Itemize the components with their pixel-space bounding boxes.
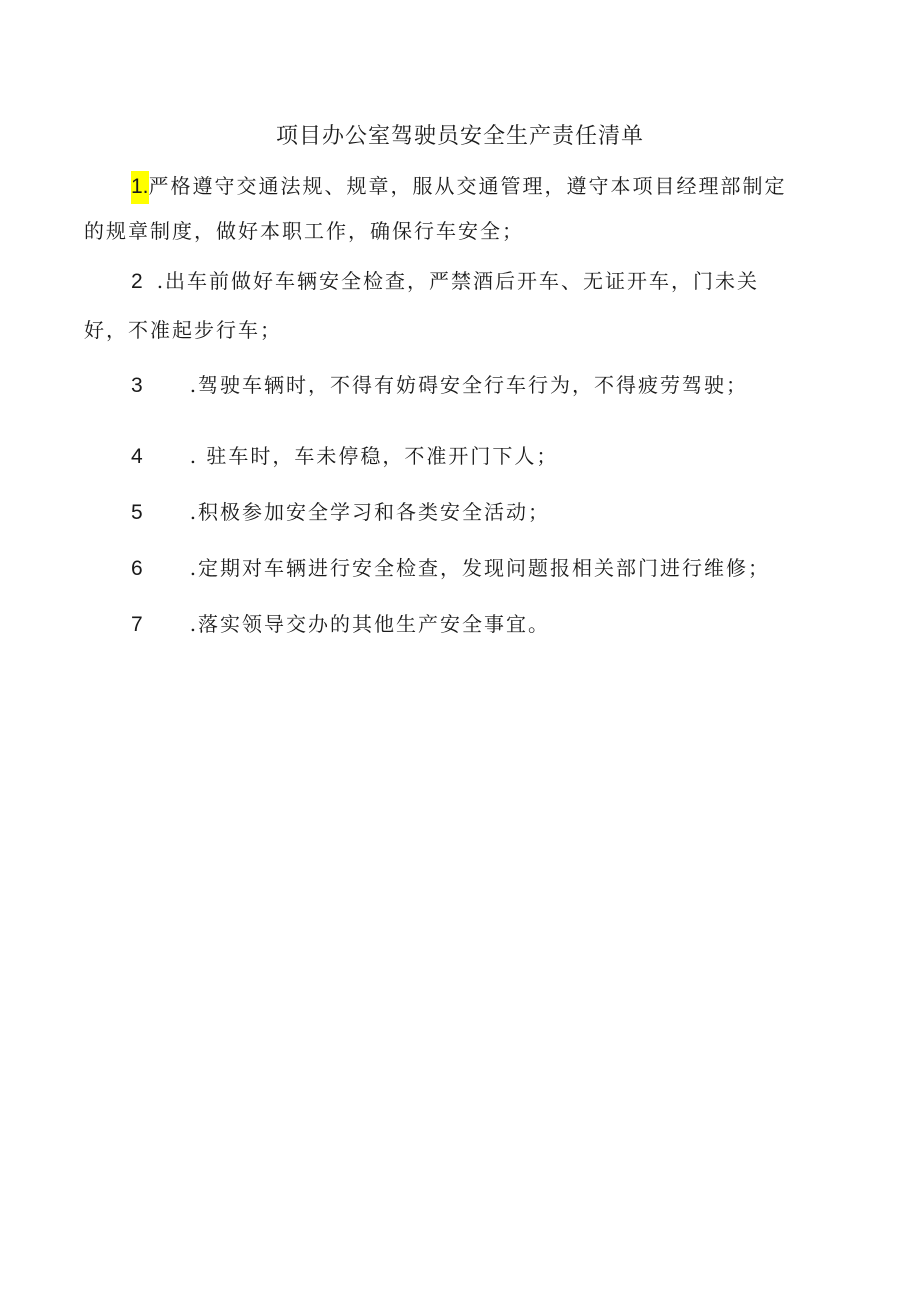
list-item-6-text: .定期对车辆进行安全检查，发现问题报相关部门进行维修； (189, 556, 771, 580)
list-item-5-number: 5 (131, 501, 143, 524)
list-item-1-text-2: 的规章制度，做好本职工作，确保行车安全； (84, 219, 524, 243)
list-item-2-text-2: 好，不准起步行车； (84, 318, 282, 342)
list-item-5-text: .积极参加安全学习和各类安全活动； (189, 500, 551, 524)
list-item-7-number: 7 (131, 613, 143, 636)
list-item-1-text-1: 严格遵守交通法规、规章，服从交通管理，遵守本项目经理部制定 (148, 174, 787, 198)
list-item-2-number: 2 (131, 270, 143, 293)
list-item-4-number: 4 (131, 445, 143, 468)
list-item-1-number: 1. (131, 171, 149, 204)
list-item-4-text: . 驻车时，车未停稳，不准开门下人； (189, 444, 559, 468)
list-item-3-number: 3 (131, 374, 143, 397)
list-item-3 (131, 370, 748, 401)
list-item-6-number: 6 (131, 557, 143, 580)
document-title: 项目办公室驾驶员安全生产责任清单 (275, 124, 644, 149)
list-item-2-text-1: .出车前做好车辆安全检查，严禁酒后开车、无证开车，门未关 (156, 269, 760, 293)
list-item-5 (131, 497, 550, 528)
list-item-1 (131, 171, 787, 202)
list-item-6 (131, 553, 770, 584)
list-item-3-text: .驾驶车辆时，不得有妨碍安全行车行为，不得疲劳驾驶； (189, 373, 749, 397)
list-item-1-line-1 (131, 171, 787, 202)
list-item-7-text: .落实领导交办的其他生产安全事宜。 (189, 612, 551, 636)
list-item-2 (131, 266, 759, 297)
list-item-2-continuation (84, 315, 282, 345)
list-item-7 (131, 609, 550, 640)
list-item-1-continuation (84, 216, 524, 246)
list-item-4 (131, 441, 558, 472)
list-item-2-line-1 (131, 266, 759, 297)
